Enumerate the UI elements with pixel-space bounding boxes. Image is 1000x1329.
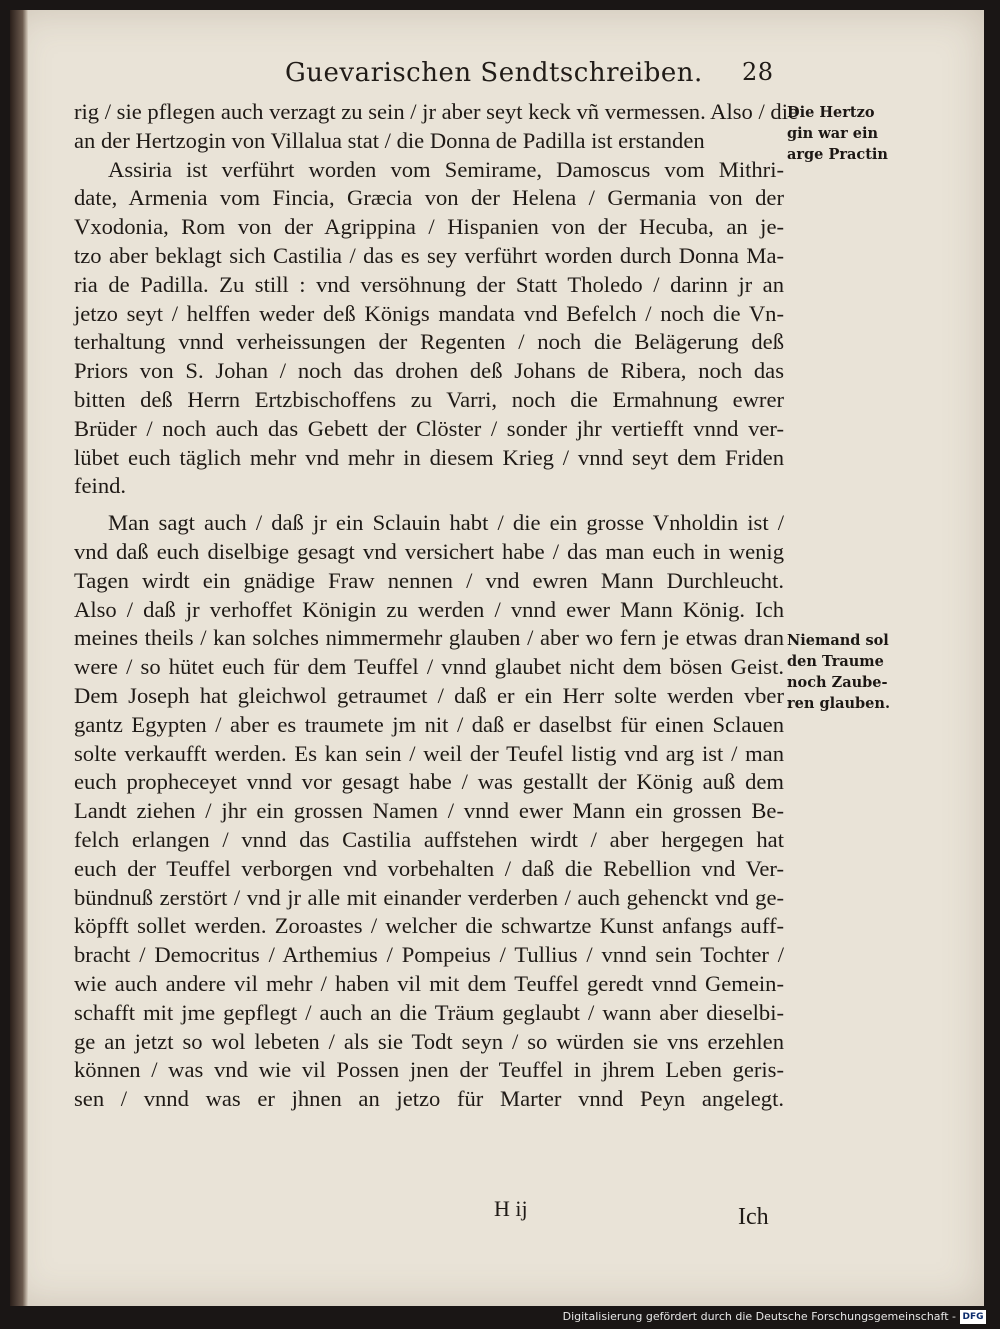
digitization-credit: Digitalisierung gefördert durch die Deutsche Forschungsgemeinschaft - bbox=[562, 1310, 956, 1323]
running-title: Guevarischen Sendtschreiben. bbox=[285, 58, 703, 88]
text-line: Assiria ist verführt worden vom Semirame, Damoscus vom Mithri- bbox=[108, 156, 784, 182]
page-number: 28 bbox=[742, 58, 774, 86]
text-line: date, Armenia vom Fincia, Græcia von der Helena / Germania von der bbox=[74, 185, 784, 211]
text-line: were / so hütet euch für dem Teuffel / vnnd glaubet nicht dem bösen Geist. bbox=[74, 654, 784, 680]
text-line: Tagen wirdt ein gnädige Fraw nennen / vnd ewren Mann Durchleucht. bbox=[74, 567, 784, 593]
text-line: Dem Joseph hat gleichwol getraumet / daß er ein Herr solte werden vber bbox=[74, 682, 784, 708]
text-line: terhaltung vnnd verheissungen der Regenten / noch die Belägerung deß bbox=[74, 329, 784, 355]
marginal-note-1 bbox=[787, 102, 917, 165]
text-line: felch erlangen / vnnd das Castilia auffstehen wirdt / aber hergegen hat bbox=[74, 826, 784, 852]
text-line: Also / daß jr verhoffet Königin zu werden / vnnd ewer Mann König. Ich bbox=[74, 596, 784, 622]
text-line: ria de Padilla. Zu still : vnd versöhnung der Statt Tholedo / darinn jr an bbox=[74, 271, 784, 297]
marginal-note-2 bbox=[787, 630, 917, 714]
text-line: Landt ziehen / jhr ein grossen Namen / vnnd ewer Mann ein grossen Be- bbox=[74, 798, 784, 824]
catchword: Ich bbox=[738, 1204, 769, 1230]
marginal-note-line: ren glauben. bbox=[787, 695, 890, 712]
text-line: Vxodonia, Rom von der Agrippina / Hispanien von der Hecuba, an je- bbox=[74, 214, 784, 240]
marginal-note-line: noch Zaube- bbox=[787, 674, 888, 691]
text-line: jetzo seyt / helffen weder deß Königs mandata vnd Befelch / noch die Vn- bbox=[74, 300, 784, 326]
text-line: solte verkaufft werden. Es kan sein / weil der Teufel listig vnd arg ist / man bbox=[74, 740, 784, 766]
text-line: bündnuß zerstört / vnd jr alle mit einander verderben / auch gehenckt vnd ge- bbox=[74, 884, 784, 910]
text-line: ge an jetzt so wol lebeten / als sie Todt seyn / so würden sie vns erzehlen bbox=[74, 1028, 784, 1054]
marginal-note-line: den Traume bbox=[787, 653, 884, 670]
text-line: euch der Teuffel verborgen vnd vorbehalten / daß die Rebellion vnd Ver- bbox=[74, 855, 784, 881]
text-line: Priors von S. Johan / noch das drohen deß Johans de Ribera, noch das bbox=[74, 358, 784, 384]
text-line: vnd daß euch diselbige gesagt vnd versichert habe / das man euch in wenig bbox=[74, 538, 784, 564]
book-binding-edge bbox=[10, 10, 28, 1306]
text-line: schafft mit jme gepflegt / auch an die Träum geglaubt / wann aber dieselbi- bbox=[74, 999, 784, 1025]
text-line: sen / vnnd was er jhnen an jetzo für Marter vnnd Peyn angelegt. bbox=[74, 1086, 784, 1112]
text-line: meines theils / kan solches nimmermehr glauben / aber wo fern je etwas dran bbox=[74, 625, 784, 651]
text-line: köpfft sollet werden. Zoroastes / welcher die schwartze Kunst anfangs auff- bbox=[74, 913, 784, 939]
marginal-note-line: gin war ein bbox=[787, 125, 879, 142]
text-line: rig / sie pflegen auch verzagt zu sein / jr aber seyt keck vñ vermessen. Also / die bbox=[74, 99, 799, 124]
text-line: können / was vnd wie vil Possen jnen der Teuffel in jhrem Leben geris- bbox=[74, 1057, 784, 1083]
text-line: wie auch andere vil mehr / haben vil mit dem Teuffel geredt vnnd Gemein- bbox=[74, 970, 784, 996]
text-line: an der Hertzogin von Villalua stat / die Donna de Padilla ist erstanden bbox=[74, 127, 705, 153]
text-line: lübet euch täglich mehr vnd mehr in diesem Krieg / vnnd seyt dem Friden bbox=[74, 444, 784, 470]
text-line: Man sagt auch / daß jr ein Sclauin habt / die ein grosse Vnholdin ist / bbox=[108, 510, 784, 536]
marginal-note-line: arge Practin bbox=[787, 146, 888, 163]
text-line: bitten deß Herrn Ertzbischoffens zu Varri, noch die Ermahnung ewrer bbox=[74, 386, 784, 412]
main-text-block bbox=[74, 98, 799, 1114]
signature-mark: H ij bbox=[494, 1196, 528, 1221]
marginal-note-line: Niemand sol bbox=[787, 632, 889, 649]
text-line: gantz Egypten / aber es traumete jm nit / daß er daselbst für einen Sclauen bbox=[74, 711, 784, 737]
dfg-logo: DFG bbox=[960, 1310, 986, 1324]
marginal-note-line: Die Hertzo bbox=[787, 104, 875, 121]
text-line: Brüder / noch auch das Gebett der Clöster / sonder jhr vertiefft vnnd ver- bbox=[74, 415, 784, 441]
text-line: euch propheceyet vnnd vor gesagt habe / was gestallt der König auß dem bbox=[74, 769, 784, 795]
text-line: feind. bbox=[74, 473, 127, 499]
text-line: bracht / Democritus / Arthemius / Pompeius / Tullius / vnnd sein Tochter / bbox=[74, 942, 784, 968]
text-line: tzo aber beklagt sich Castilia / das es sey verführt worden durch Donna Ma- bbox=[74, 242, 784, 268]
